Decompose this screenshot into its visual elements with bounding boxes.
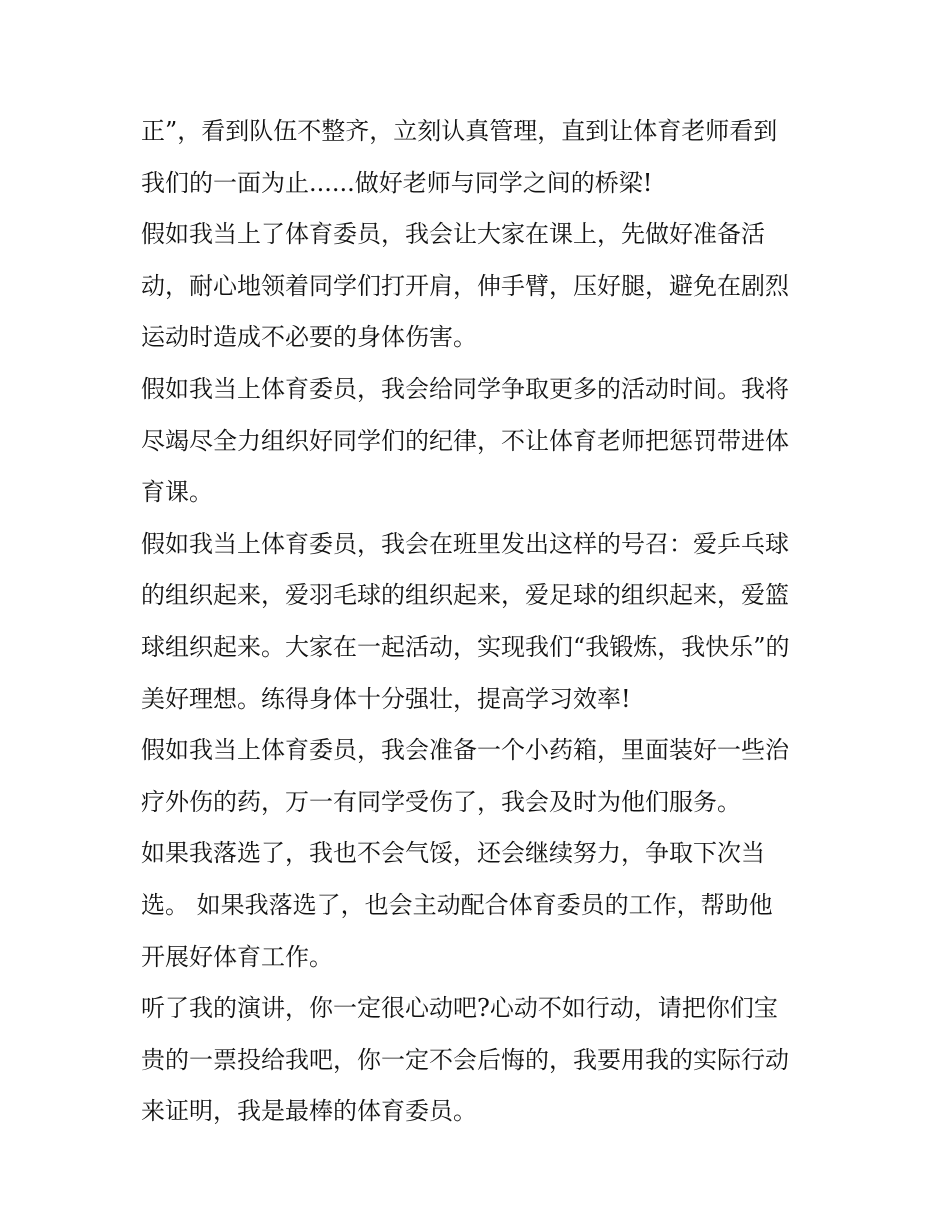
text-line: 假如我当上体育委员，我会准备一个小药箱，里面装好一些治 <box>141 736 789 765</box>
text-line: 选。 如果我落选了，也会主动配合体育委员的工作，帮助他 <box>141 890 773 919</box>
text-line: 假如我当上体育委员，我会在班里发出这样的号召：爱乒乓球 <box>141 529 789 558</box>
text-line: 美好理想。练得身体十分强壮，提高学习效率! <box>141 684 631 713</box>
text-line: 球组织起来。大家在一起活动，实现我们“我锻炼，我快乐”的 <box>141 632 790 661</box>
text-line: 我们的一面为止......做好老师与同学之间的桥梁! <box>141 168 653 197</box>
paragraph-1 <box>141 106 811 209</box>
paragraph-4 <box>141 519 811 725</box>
paragraph-7 <box>141 983 811 1138</box>
text-line: 的组织起来，爱羽毛球的组织起来，爱足球的组织起来，爱篮 <box>141 581 789 610</box>
text-line: 育课。 <box>141 478 213 507</box>
text-line: 开展好体育工作。 <box>141 942 333 971</box>
text-line: 尽竭尽全力组织好同学们的纪律，不让体育老师把惩罚带进体 <box>141 426 789 455</box>
text-line: 听了我的演讲，你一定很心动吧?心动不如行动，请把你们宝 <box>141 994 778 1023</box>
paragraph-3 <box>141 364 811 519</box>
paragraph-5 <box>141 725 811 828</box>
text-line: 疗外伤的药，万一有同学受伤了，我会及时为他们服务。 <box>141 787 741 816</box>
text-line: 假如我当上了体育委员，我会让大家在课上，先做好准备活 <box>141 220 765 249</box>
text-line: 假如我当上体育委员，我会给同学争取更多的活动时间。我将 <box>141 374 789 403</box>
document-body <box>141 106 811 1138</box>
text-line: 来证明，我是最棒的体育委员。 <box>141 1097 477 1126</box>
text-line: 动，耐心地领着同学们打开肩，伸手臂，压好腿，避免在剧烈 <box>141 271 789 300</box>
paragraph-6 <box>141 828 811 983</box>
text-line: 贵的一票投给我吧，你一定不会后悔的，我要用我的实际行动 <box>141 1045 789 1074</box>
text-line: 正”，看到队伍不整齐，立刻认真管理，直到让体育老师看到 <box>141 117 778 145</box>
text-line: 如果我落选了，我也不会气馁，还会继续努力，争取下次当 <box>141 839 765 868</box>
paragraph-2 <box>141 209 811 364</box>
text-line: 运动时造成不必要的身体伤害。 <box>141 323 477 352</box>
